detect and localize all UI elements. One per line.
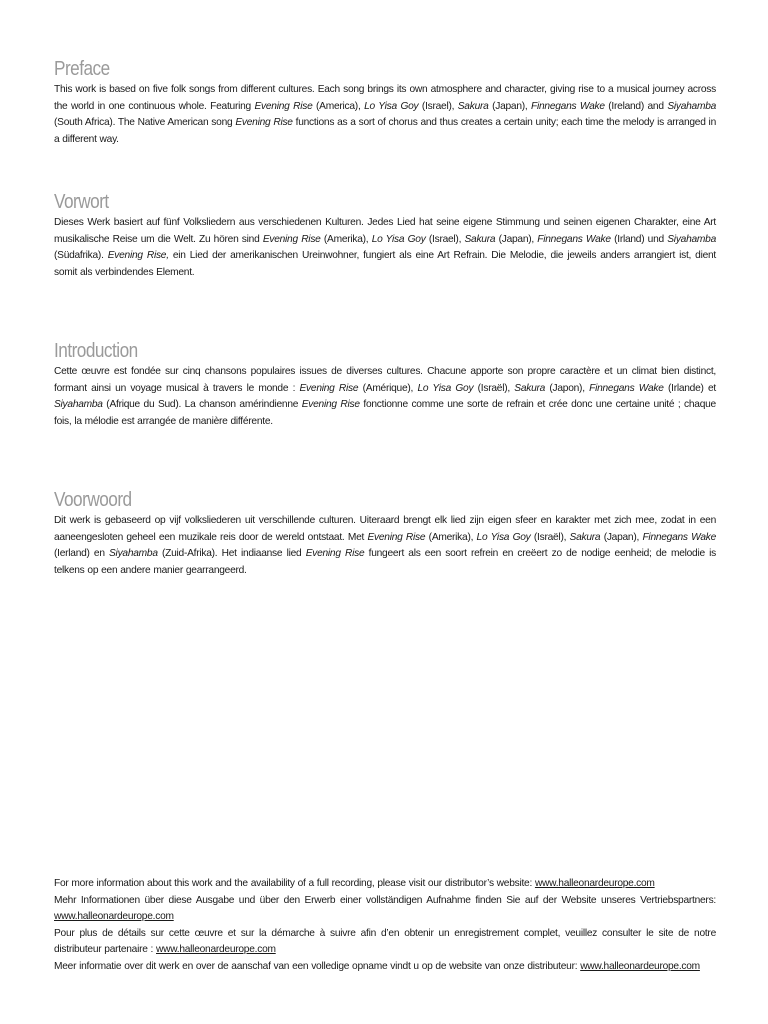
footer-line-french: [54, 926, 716, 959]
body-text: (Ireland) and: [604, 100, 668, 112]
page: [54, 0, 716, 1024]
footer-text: Meer informatie over dit werk en over de aanschaf van een volledige opname vindt u op de website van onze distributeur:: [54, 960, 581, 972]
body-text: (Amerika),: [320, 233, 372, 245]
preface-section-german: [54, 191, 716, 281]
footer-line-dutch: [54, 959, 716, 976]
body-text: Dieses Werk basiert auf fünf Volksliedern aus verschiedenen Kulturen. Jedes Lied hat seine eigene Stimmung und seinen eigenen Charakter, eine Art musikalische Reise um die Welt. Zu hören sind: [54, 217, 716, 245]
song-title: Evening Rise: [301, 399, 360, 411]
song-title: Siyahamba: [667, 233, 716, 245]
body-text: (Südafrika).: [54, 250, 108, 262]
body-text: (Japan),: [600, 531, 643, 543]
song-title: Sakura: [514, 382, 546, 394]
song-title: Siyahamba: [109, 548, 158, 560]
footer-text: For more information about this work and the availability of a full recording, please visit our distributor’s website:: [54, 878, 535, 889]
body-text: Dit werk is gebaseerd op vijf volksliederen uit verschillende culturen. Uiteraard brengt elk lied zijn eigen sfeer en karakter met zich mee, zodat in een aaneengesloten geheel een muzikale reis door de wereld ontstaat. Met: [54, 515, 716, 543]
body-text: This work is based on five folk songs from different cultures. Each song brings its own atmosphere and character, giving rise to a musical journey across the world in one continuous whole. Featuring: [54, 84, 716, 112]
body-text: (Irlande) et: [663, 382, 716, 394]
song-title: Evening Rise: [254, 100, 313, 112]
body-text: (Afrique du Sud). La chanson amérindienne: [102, 399, 302, 411]
distributor-website-link[interactable]: www.halleonardeurope.com: [534, 878, 655, 889]
footer-line-german: [54, 893, 716, 926]
distributor-website-link[interactable]: www.halleonardeurope.com: [54, 911, 174, 923]
song-title: Evening Rise,: [107, 250, 169, 262]
song-title: Evening Rise: [367, 531, 426, 543]
body-text: functions as a sort of chorus and thus creates a certain unity; each time the melody is arranged in a different way.: [54, 117, 716, 145]
body-text: fonctionne comme une sorte de refrain et crée donc une certaine unité ; chaque fois, la mélodie est arrangée de manière différente.: [54, 399, 716, 427]
body-text: (Japon),: [545, 382, 590, 394]
body-text: (Amerika),: [425, 531, 477, 543]
song-title: Evening Rise: [305, 548, 365, 560]
body-text: Cette œuvre est fondée sur cinq chansons populaires issues de diverses cultures. Chacune apporte son propre caractère et un climat bien distinct, formant ainsi un voyage musical à travers le monde :: [54, 366, 716, 394]
body-text: (Japan),: [495, 233, 538, 245]
song-title: Sakura: [464, 233, 496, 245]
section-title: Introduction: [54, 340, 138, 362]
preface-section-english: [54, 58, 716, 148]
footer-line-english: [54, 876, 716, 893]
song-title: Finnegans Wake: [642, 531, 717, 543]
body-text: fungeert als een soort refrein en creëert zo de nodige eenheid; de melodie is telkens op een andere manier gearrangeerd.: [54, 548, 716, 576]
section-body: [54, 215, 716, 281]
section-body: [54, 513, 716, 579]
body-text: (Amérique),: [358, 382, 418, 394]
body-text: (Israël),: [473, 382, 515, 394]
song-title: Lo Yisa Goy: [476, 531, 531, 543]
song-title: Evening Rise: [262, 233, 321, 245]
footer-text: Mehr Informationen über diese Ausgabe und über den Erwerb einer vollständigen Aufnahme finden Sie auf der Website unseres Vertriebspartners:: [54, 894, 716, 906]
song-title: Finnegans Wake: [589, 382, 664, 394]
song-title: Siyahamba: [54, 399, 103, 411]
body-text: (Zuid-Afrika). Het indiaanse lied: [157, 548, 306, 560]
preface-section-dutch: [54, 489, 716, 579]
song-title: Lo Yisa Goy: [417, 382, 474, 394]
footer-text: Pour plus de détails sur cette œuvre et sur la démarche à suivre afin d’en obtenir un enregistrement complet, veuillez consulter le site de notre distributeur partenaire :: [54, 927, 716, 956]
preface-section-french: [54, 340, 716, 430]
body-text: (Ierland) en: [54, 548, 110, 560]
body-text: ein Lied der amerikanischen Ureinwohner, fungiert als eine Art Refrain. Die Melodie, die jeweils anders arrangiert ist, dient somit als verbindendes Element.: [54, 250, 716, 278]
distributor-website-link[interactable]: www.halleonardeurope.com: [580, 960, 700, 972]
song-title: Finnegans Wake: [531, 100, 605, 112]
body-text: (Israel),: [418, 100, 458, 112]
body-text: (Israel),: [425, 233, 465, 245]
song-title: Evening Rise: [299, 382, 359, 394]
body-text: (America),: [312, 100, 365, 112]
body-text: (South Africa). The Native American song: [54, 117, 236, 129]
section-title: Voorwoord: [54, 489, 132, 511]
section-title: Preface: [54, 58, 110, 80]
song-title: Lo Yisa Goy: [371, 233, 426, 245]
song-title: Siyahamba: [667, 100, 717, 112]
section-title: Vorwort: [54, 191, 109, 213]
song-title: Lo Yisa Goy: [364, 100, 419, 112]
song-title: Sakura: [569, 531, 601, 543]
section-body: [54, 364, 716, 430]
section-body: [54, 82, 716, 148]
song-title: Evening Rise: [235, 117, 293, 129]
body-text: (Irland) und: [610, 233, 668, 245]
distributor-website-link[interactable]: www.halleonardeurope.com: [156, 944, 276, 956]
body-text: (Israël),: [530, 531, 570, 543]
song-title: Sakura: [457, 100, 489, 112]
distributor-info-footer: [54, 876, 716, 976]
song-title: Finnegans Wake: [537, 233, 611, 245]
body-text: (Japan),: [488, 100, 532, 112]
